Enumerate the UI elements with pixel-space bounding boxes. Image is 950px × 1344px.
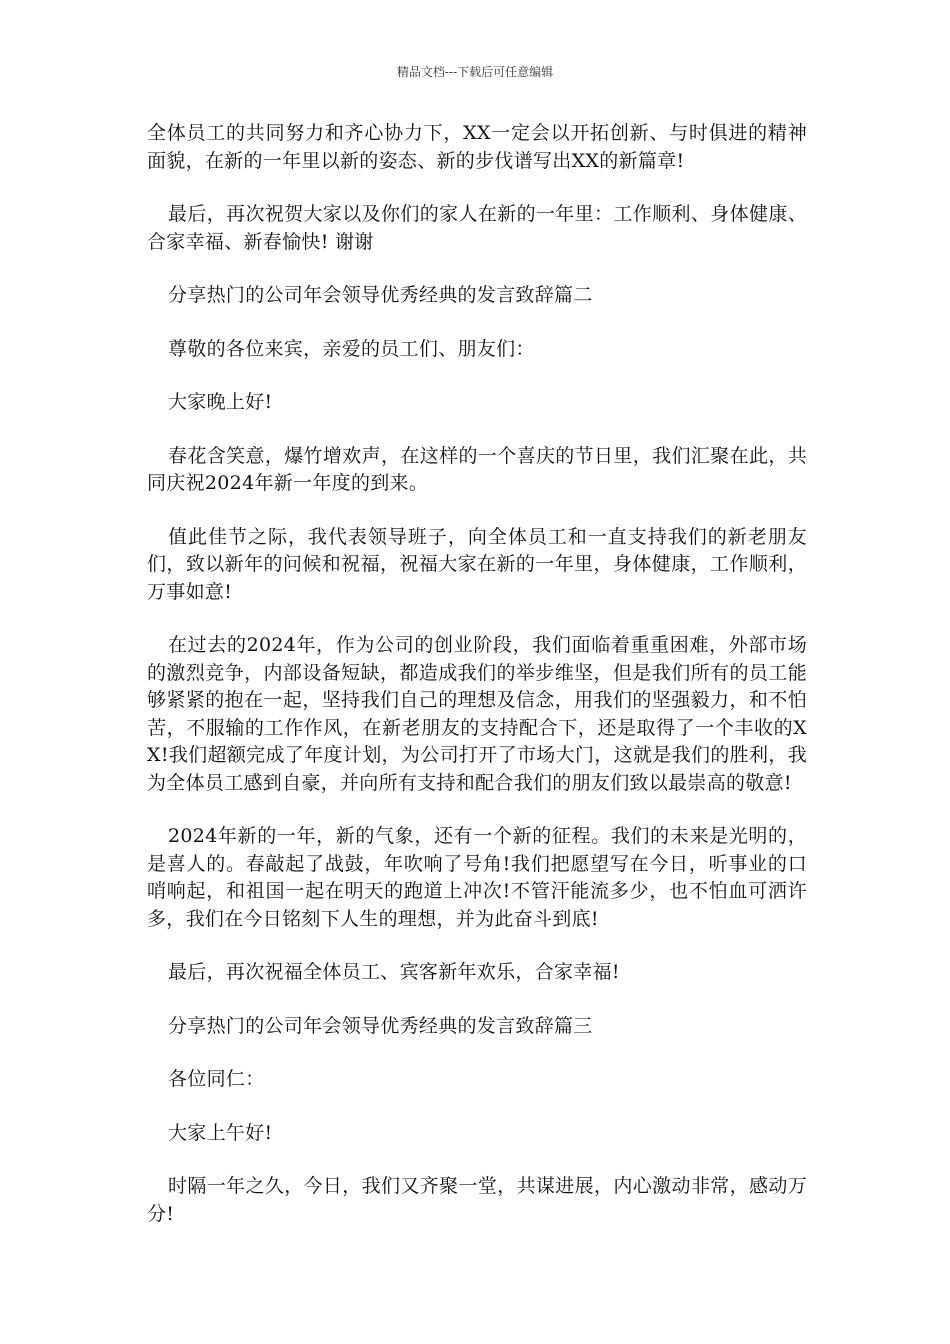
- paragraph: 时隔一年之久，今日，我们又齐聚一堂，共谋进展，内心激动非常，感动万分!: [147, 1175, 807, 1225]
- paragraph: 值此佳节之际，我代表领导班子，向全体员工和一直支持我们的新老朋友们，致以新年的问候和祝福，祝福大家在新的一年里，身体健康，工作顺利，万事如意!: [147, 525, 807, 603]
- paragraph: 在过去的2024年，作为公司的创业阶段，我们面临着重重困难，外部市场的激烈竞争，内部设备短缺，都造成我们的举步维坚，但是我们所有的员工能够紧紧的抱在一起，坚持我们自己的理想及信念，用我们的坚强毅力，和不怕苦，不服输的工作作风，在新老朋友的支持配合下，还是取得了一个丰收的XX!我们超额完成了年度计划，为公司打开了市场大门，这就是我们的胜利，我为全体员工感到自豪，并向所有支持和配合我们的朋友们致以最崇高的敬意!: [147, 634, 807, 794]
- paragraph: 春花含笑意，爆竹增欢声，在这样的一个喜庆的节日里，我们汇聚在此，共同庆祝2024年新一年度的到来。: [147, 444, 807, 494]
- salutation: 尊敬的各位来宾，亲爱的员工们、朋友们：: [168, 337, 535, 360]
- document-body: [147, 120, 807, 1254]
- salutation: 各位同仁：: [168, 1068, 265, 1090]
- greeting: 大家晚上好!: [168, 391, 273, 413]
- paragraph: 全体员工的共同努力和齐心协力下，XX一定会以开拓创新、与时俱进的精神面貌，在新的一年里以新的姿态、新的步伐谱写出XX的新篇章!: [147, 122, 807, 172]
- paragraph: 最后，再次祝贺大家以及你们的家人在新的一年里：工作顺利、身体健康、合家幸福、新春愉快! 谢谢: [147, 203, 807, 253]
- section-title: 分享热门的公司年会领导优秀经典的发言致辞篇三: [168, 1014, 593, 1037]
- greeting: 大家上午好!: [168, 1121, 273, 1144]
- section-title: 分享热门的公司年会领导优秀经典的发言致辞篇二: [168, 284, 593, 306]
- paragraph: 2024年新的一年，新的气象，还有一个新的征程。我们的未来是光明的，是喜人的。春敲起了战鼓，年吹响了号角!我们把愿望写在今日，听事业的口哨响起，和祖国一起在明天的跑道上冲次!不管汗能流多少，也不怕血可洒许多，我们在今日铭刻下人生的理想，并为此奋斗到底!: [147, 825, 807, 930]
- paragraph: 最后，再次祝福全体员工、宾客新年欢乐，合家幸福!: [168, 961, 620, 983]
- page-header: 精品文档---下载后可任意编辑: [396, 65, 554, 79]
